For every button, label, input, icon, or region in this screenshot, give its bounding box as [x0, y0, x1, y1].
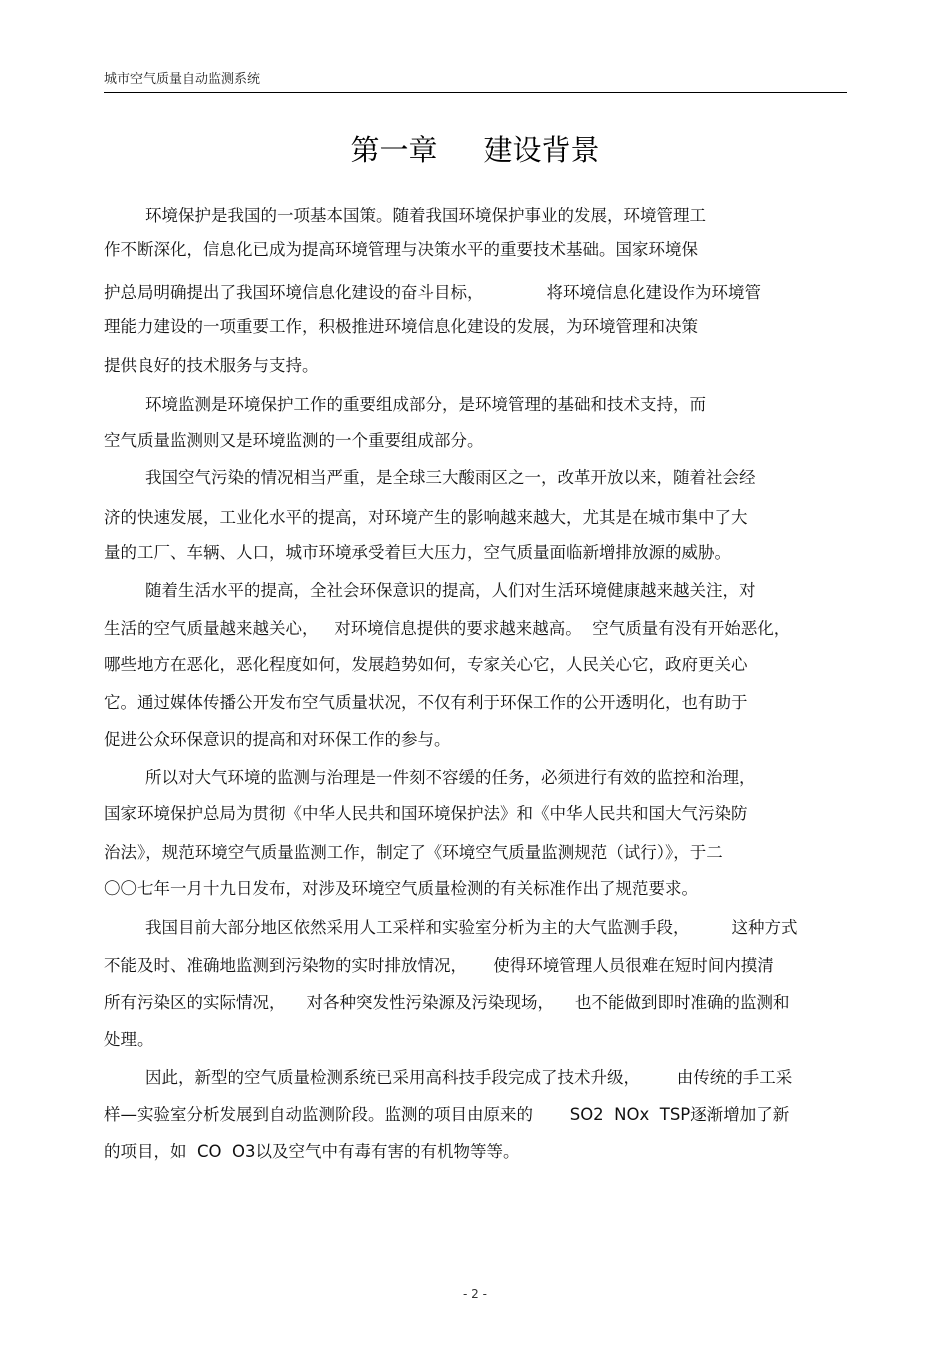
paragraph-line: 随着生活水平的提高，全社会环保意识的提高，人们对生活环境健康越来越关注，对 [145, 581, 756, 600]
paragraph-line: 治法》，规范环境空气质量监测工作，制定了《环境空气质量监测规范（试行）》，于二 [104, 843, 723, 862]
paragraph-line: 哪些地方在恶化，恶化程度如何，发展趋势如何，专家关心它，人民关心它，政府更关心 [104, 655, 748, 674]
paragraph-line: 理能力建设的一项重要工作，积极推进环境信息化建设的发展，为环境管理和决策 [104, 317, 698, 336]
page-number: - 2 - [463, 1287, 487, 1301]
header-divider [104, 92, 847, 93]
paragraph-line: 提供良好的技术服务与支持。 [104, 356, 319, 375]
paragraph-line: 所有污染区的实际情况， 对各种突发性污染源及污染现场， 也不能做到即时准确的监测和 [104, 993, 790, 1012]
paragraph-line: 样—实验室分析发展到自动监测阶段。监测的项目由原来的 SO2 NOx TSP逐渐增加了新 [104, 1105, 790, 1124]
paragraph-line: 空气质量监测则又是环境监测的一个重要组成部分。 [104, 431, 484, 450]
paragraph-line: 环境监测是环境保护工作的重要组成部分，是环境管理的基础和技术支持，而 [145, 395, 706, 414]
paragraph-line: 生活的空气质量越来越关心， 对环境信息提供的要求越来越高。 空气质量有没有开始恶化， [104, 619, 791, 638]
paragraph-line: 〇〇七年一月十九日发布，对涉及环境空气质量检测的有关标准作出了规范要求。 [104, 879, 698, 898]
paragraph-line: 作不断深化，信息化已成为提高环境管理与决策水平的重要技术基础。国家环境保 [104, 240, 698, 259]
paragraph-line: 的项目，如 CO O3以及空气中有毒有害的有机物等等。 [104, 1142, 520, 1161]
paragraph-line: 量的工厂、车辆、人口，城市环境承受着巨大压力，空气质量面临新增排放源的威胁。 [104, 543, 731, 562]
paragraph-line: 促进公众环保意识的提高和对环保工作的参与。 [104, 730, 451, 749]
paragraph-line: 因此，新型的空气质量检测系统已采用高科技手段完成了技术升级， 由传统的手工采 [145, 1068, 793, 1087]
running-header: 城市空气质量自动监测系统 [104, 72, 261, 87]
chapter-title: 第一章 建设背景 [350, 133, 600, 167]
paragraph-line: 环境保护是我国的一项基本国策。随着我国环境保护事业的发展，环境管理工 [145, 206, 706, 225]
paragraph-line: 所以对大气环境的监测与治理是一件刻不容缓的任务，必须进行有效的监控和治理， [145, 768, 756, 787]
paragraph-line: 不能及时、准确地监测到污染物的实时排放情况， 使得环境管理人员很难在短时间内摸清 [104, 956, 774, 975]
paragraph-line: 我国空气污染的情况相当严重，是全球三大酸雨区之一，改革开放以来，随着社会经 [145, 468, 756, 487]
paragraph-line: 它。通过媒体传播公开发布空气质量状况，不仅有利于环保工作的公开透明化，也有助于 [104, 693, 748, 712]
paragraph-line: 国家环境保护总局为贯彻《中华人民共和国环境保护法》和《中华人民共和国大气污染防 [104, 804, 748, 823]
paragraph-line: 护总局明确提出了我国环境信息化建设的奋斗目标， 将环境信息化建设作为环境管 [104, 283, 761, 302]
paragraph-line: 济的快速发展，工业化水平的提高，对环境产生的影响越来越大，尤其是在城市集中了大 [104, 508, 748, 527]
paragraph-line: 处理。 [104, 1030, 154, 1049]
paragraph-line: 我国目前大部分地区依然采用人工采样和实验室分析为主的大气监测手段， 这种方式 [145, 918, 798, 937]
